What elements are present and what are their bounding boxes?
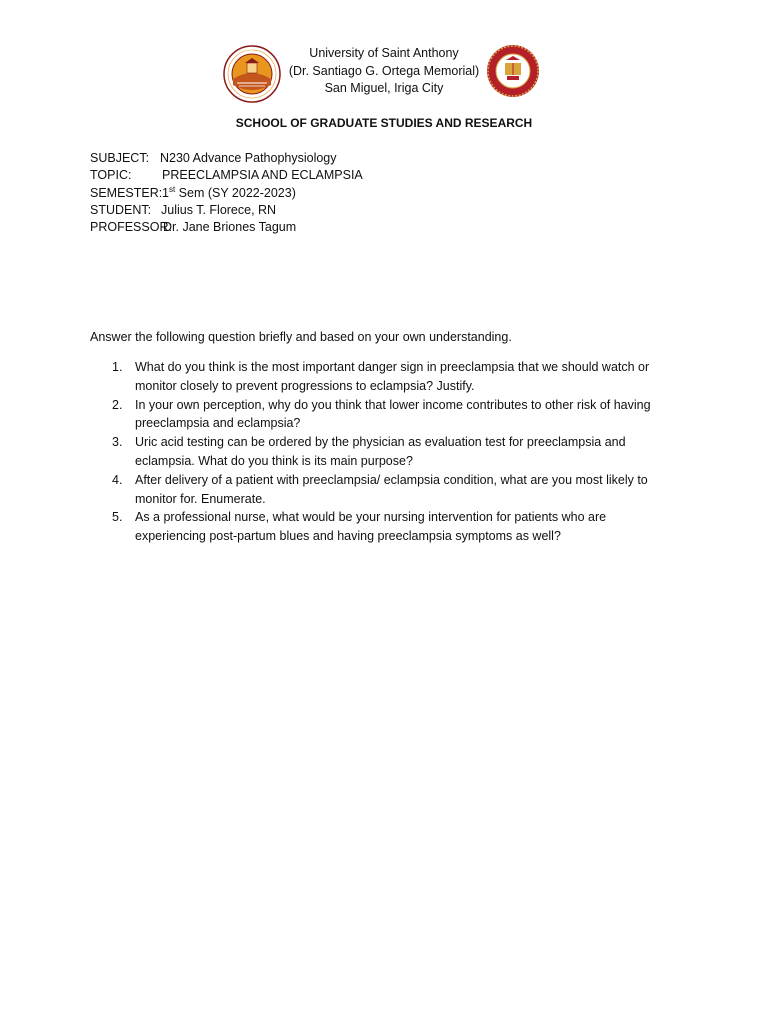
question-text-line: In your own perception, why do you think that lower income contributes to other risk of having: [135, 397, 651, 412]
professor-label: PROFESSOR:: [90, 220, 172, 235]
student-value: Julius T. Florece, RN: [161, 202, 277, 217]
question-number: 2.: [112, 397, 123, 412]
question-number: 4.: [112, 472, 123, 487]
instructions-text: Answer the following question briefly and based on your own understanding.: [90, 330, 512, 344]
topic-value: PREECLAMPSIA AND ECLAMPSIA: [162, 168, 363, 183]
question-text-line: monitor for. Enumerate.: [135, 491, 266, 506]
school-title: SCHOOL OF GRADUATE STUDIES AND RESEARCH: [235, 116, 533, 130]
semester-label: SEMESTER:: [90, 185, 163, 200]
question-item: [90, 396, 690, 434]
topic-label: TOPIC:: [90, 168, 132, 183]
letterhead: [0, 42, 768, 108]
question-item: [90, 358, 690, 396]
university-name: University of Saint Anthony: [309, 46, 459, 60]
semester-detail: Sem (SY 2022-2023): [175, 185, 296, 200]
question-text-line: As a professional nurse, what would be your nursing intervention for patients who are: [135, 510, 607, 525]
question-text-line: Uric acid testing can be ordered by the physician as evaluation test for preeclampsia and: [135, 435, 626, 450]
memorial-name: (Dr. Santiago G. Ortega Memorial): [288, 63, 480, 78]
question-item: [90, 508, 690, 546]
question-text-line: What do you think is the most important danger sign in preeclampsia that we should watch or: [135, 360, 650, 374]
semester-number: 1: [162, 185, 169, 200]
student-label: STUDENT:: [90, 202, 152, 217]
question-list: [90, 358, 690, 546]
question-number: 1.: [112, 360, 123, 374]
university-location: San Miguel, Iriga City: [324, 81, 444, 95]
university-address-block: [284, 45, 484, 98]
professor-value: Dr. Jane Briones Tagum: [163, 220, 297, 235]
question-text-line: experiencing post-partum blues and having preeclampsia symptoms as well?: [135, 529, 561, 544]
question-text-line: After delivery of a patient with preeclampsia/ eclampsia condition, what are you most likely to: [135, 472, 648, 487]
subject-value: N230 Advance Pathophysiology: [160, 151, 337, 165]
question-number: 5.: [112, 510, 123, 525]
university-seal-right: [486, 44, 540, 98]
question-text-line: eclampsia. What do you think is its main purpose?: [135, 453, 413, 468]
semester-value: [162, 185, 296, 202]
question-item: [90, 433, 690, 471]
question-item: [90, 471, 690, 509]
subject-label: SUBJECT:: [90, 151, 150, 165]
question-text-line: preeclampsia and eclampsia?: [135, 416, 301, 431]
question-number: 3.: [112, 435, 123, 450]
university-logo-left: [223, 45, 281, 103]
question-text-line: monitor closely to prevent progressions to eclampsia? Justify.: [135, 378, 475, 393]
semester-ordinal: st: [168, 184, 176, 194]
